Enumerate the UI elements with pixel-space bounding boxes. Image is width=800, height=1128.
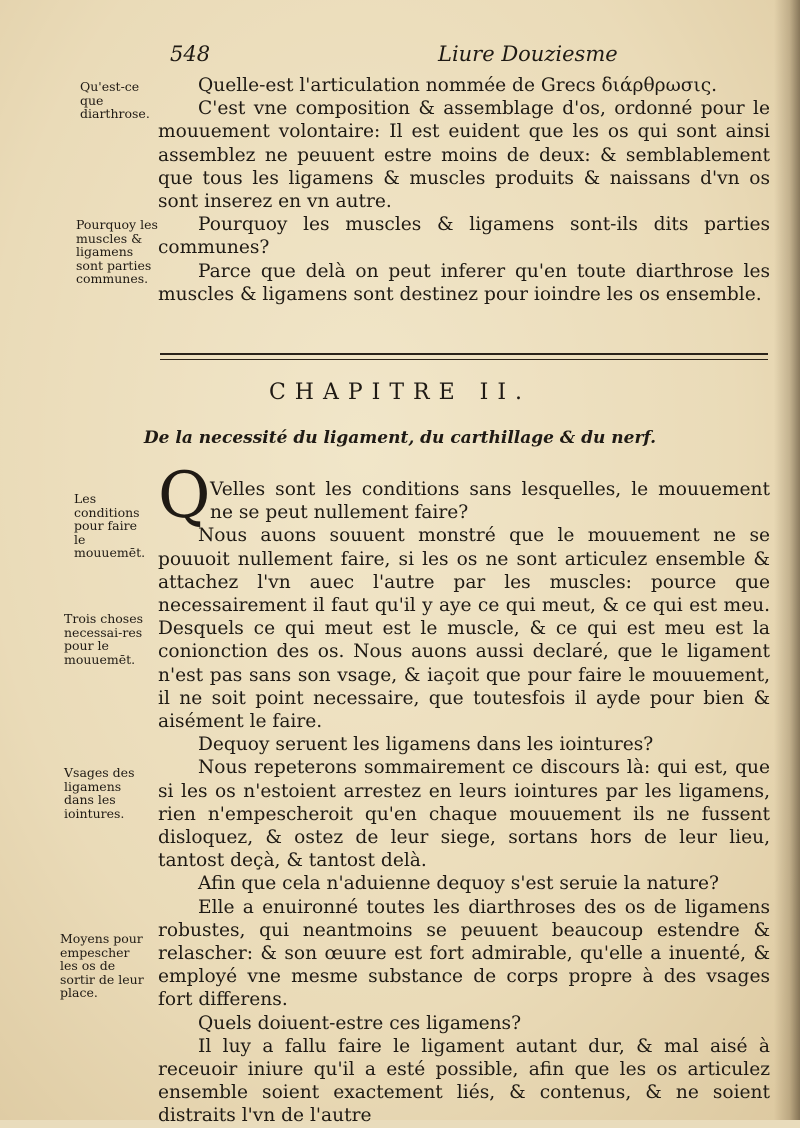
question-parties-communes: Pourquoy les muscles & ligamens sont-ils dits parties communes?	[158, 214, 770, 259]
page-number: 548	[170, 42, 211, 66]
margin-note-conditions: Les conditions pour faire le mouuemēt.	[74, 491, 146, 560]
margin-note-diarthrose: Qu'est-ce que diarthrose.	[80, 79, 150, 121]
answer-conditions: Nous auons souuent monstré que le mouuement ne se pouuoit nullement faire, si les os ne sont articulez ensemble & attachez l'vn auec l'autre par les muscles: pource que necessairement il faut qu'il y aye ce qui meut, & ce qui est meu. Desquels ce qui meut est le muscle, & ce qui est meu est la conionction des os. Nous auons aussi declaré, que le ligament n'est pas sans son vsage, & iaçoit que pour faire le mouuement, il ne soit point necessaire, que toutesfois il ayde pour bien & aisément le faire.	[158, 525, 770, 733]
answer-diarthrose: C'est vne composition & assemblage d'os, ordonné pour le mouuement volontaire: Il est euident que les os qui sont ainsi assemblez ne peuuent estre moins de deux: & semblablement que tous les ligamens & muscles produits & naissans d'vn os sont inserez en vn autre.	[158, 98, 770, 213]
chapter-subtitle: De la necessité du ligament, du carthillage & du nerf.	[143, 428, 657, 448]
answer-nature: Elle a enuironné toutes les diarthroses des os de ligamens robustes, qui neantmoins se peuuent beaucoup estendre & relascher: & son œuure est fort admirable, qu'elle a inuenté, & employé vne mesme substance de corps propre à des vsages fort differens.	[158, 896, 770, 1011]
question-diarthrose: Quelle-est l'articulation nommée de Grecs διάρθρωσις.	[198, 75, 718, 96]
chapter-title: CHAPITRE II.	[268, 380, 532, 405]
margin-note-trois-choses: Trois choses necessai-res pour le mouuemēt.	[64, 611, 144, 667]
running-head: Liure Douziesme	[438, 42, 618, 66]
margin-note-vsages-ligamens: Vsages des ligamens dans les iointures.	[64, 765, 135, 821]
top-section	[158, 74, 770, 306]
question-conditions: Velles sont les conditions sans lesquelles, le mouuement ne se peut nullement faire?	[210, 479, 770, 524]
answer-quels-ligamens: Il luy a fallu faire le ligament autant dur, & mal aisé à receuoir iniure qu'il a esté possible, afin que les os articulez ensemble soient exactement liés, & contenus, & ne soient distraits l'vn de l'autre	[158, 1035, 770, 1127]
margin-note-moyens: Moyens pour empescher les os de sortir de leur place.	[60, 931, 144, 1000]
answer-parties-communes: Parce que delà on peut inferer qu'en toute diarthrose les muscles & ligamens sont destinez pour ioindre les os ensemble.	[158, 260, 770, 305]
question-nature: Afin que cela n'aduienne dequoy s'est seruie la nature?	[198, 873, 719, 895]
margin-note-parties-communes: Pourquoy les muscles & ligamens sont parties communes.	[76, 217, 158, 286]
section-divider	[160, 353, 768, 360]
drop-cap: Q	[158, 459, 211, 533]
page-header	[0, 42, 800, 72]
chapter-body	[158, 478, 770, 1128]
answer-ligamens: Nous repeterons sommairement ce discours là: qui est, que si les os n'estoient arrestez en leurs iointures par les ligamens, rien n'empescheroit qu'en chaque mouuement ils ne fussent disloquez, & ostez de leur siege, sortans hors de leur lieu, tantost deçà, & tantost delà.	[158, 757, 770, 872]
question-ligamens: Dequoy seruent les ligamens dans les iointures?	[198, 734, 654, 756]
question-quels-ligamens: Quels doiuent-estre ces ligamens?	[198, 1012, 522, 1034]
page-edge-shadow	[774, 0, 800, 1120]
